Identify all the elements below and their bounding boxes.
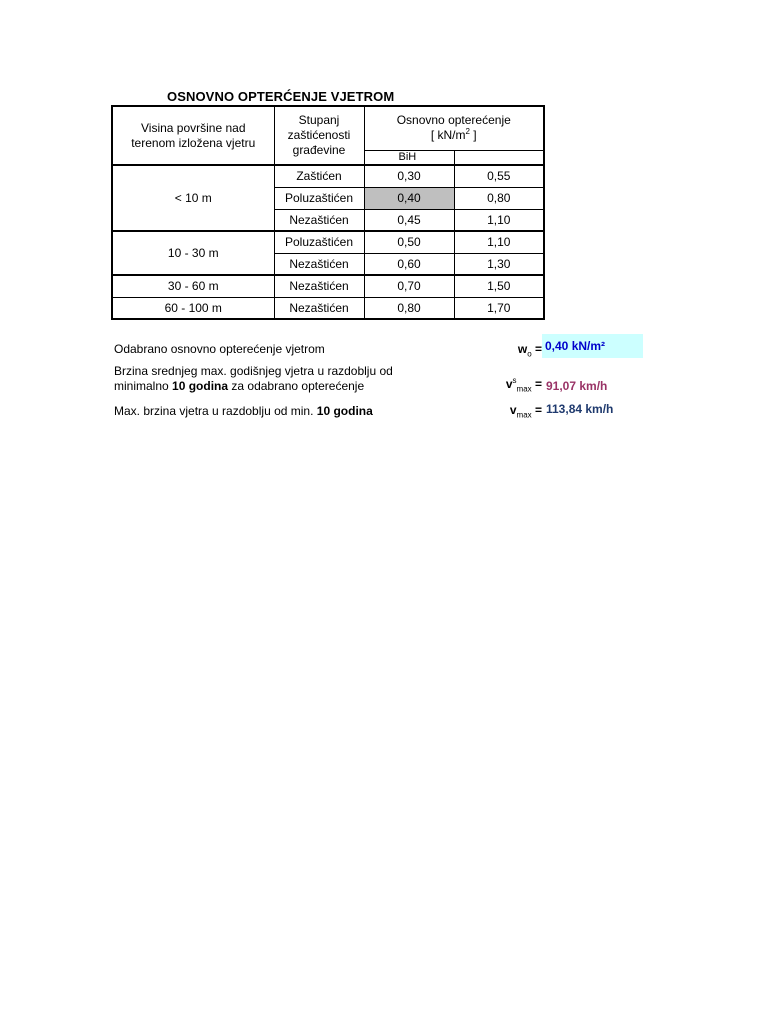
- protection-cell: Zaštićen: [274, 165, 364, 187]
- height-cell-30-60: 30 - 60 m: [112, 275, 274, 297]
- protection-cell: Poluzaštićen: [274, 187, 364, 209]
- w0-symbol: $w_o$ =: [517, 342, 542, 359]
- other-value-cell: 1,30: [454, 253, 544, 275]
- height-cell-lt10: < 10 m: [112, 165, 274, 231]
- w0-value[interactable]: 0,40 kN/m²: [542, 334, 643, 358]
- height-cell-60-100: 60 - 100 m: [112, 297, 274, 319]
- bih-value-cell: 0,30: [364, 165, 454, 187]
- header-blank: [454, 150, 544, 165]
- mean-wind-label-line1: Brzina srednjeg max. godišnjeg vjetra u razdoblju od: [114, 364, 393, 378]
- protection-cell: Nezaštićen: [274, 297, 364, 319]
- max-wind-label: Max. brzina vjetra u razdoblju od min. 10 godina: [114, 404, 373, 418]
- header-bih: BiH: [364, 150, 454, 165]
- bih-value-cell-selected[interactable]: 0,40: [364, 187, 454, 209]
- height-cell-10-30: 10 - 30 m: [112, 231, 274, 275]
- other-value-cell: 1,50: [454, 275, 544, 297]
- wind-load-table: [111, 105, 545, 320]
- other-value-cell: 1,70: [454, 297, 544, 319]
- protection-cell: Nezaštićen: [274, 275, 364, 297]
- vs-max-value: 91,07 km/h: [546, 379, 608, 393]
- other-value-cell: 0,55: [454, 165, 544, 187]
- bih-value-cell: 0,80: [364, 297, 454, 319]
- vs-max-symbol: $v^s_{max}$ =: [505, 376, 542, 394]
- page-title: OSNOVNO OPTERĆENJE VJETROM: [167, 89, 395, 104]
- bih-value-cell: 0,45: [364, 209, 454, 231]
- bih-value-cell: 0,60: [364, 253, 454, 275]
- bih-value-cell: 0,70: [364, 275, 454, 297]
- selected-load-label: Odabrano osnovno opterećenje vjetrom: [114, 342, 325, 356]
- header-protection: Stupanj zaštićenosti građevine: [274, 106, 364, 165]
- other-value-cell: 0,80: [454, 187, 544, 209]
- header-base-load-title: Osnovno opterećenje: [396, 113, 511, 128]
- bih-value-cell: 0,50: [364, 231, 454, 253]
- header-base-load-unit: [ $kN/m^2$ ]: [430, 127, 477, 143]
- header-height: Visina površine nad terenom izložena vjetru: [112, 106, 274, 165]
- v-max-value: 113,84 km/h: [546, 402, 614, 416]
- other-value-cell: 1,10: [454, 209, 544, 231]
- mean-wind-label-line2: minimalno 10 godina za odabrano opterećenje: [114, 379, 365, 393]
- other-value-cell: 1,10: [454, 231, 544, 253]
- v-max-symbol: $v_{max}$ =: [509, 403, 542, 420]
- header-base-load: [364, 106, 544, 150]
- protection-cell: Poluzaštićen: [274, 231, 364, 253]
- protection-cell: Nezaštićen: [274, 209, 364, 231]
- protection-cell: Nezaštićen: [274, 253, 364, 275]
